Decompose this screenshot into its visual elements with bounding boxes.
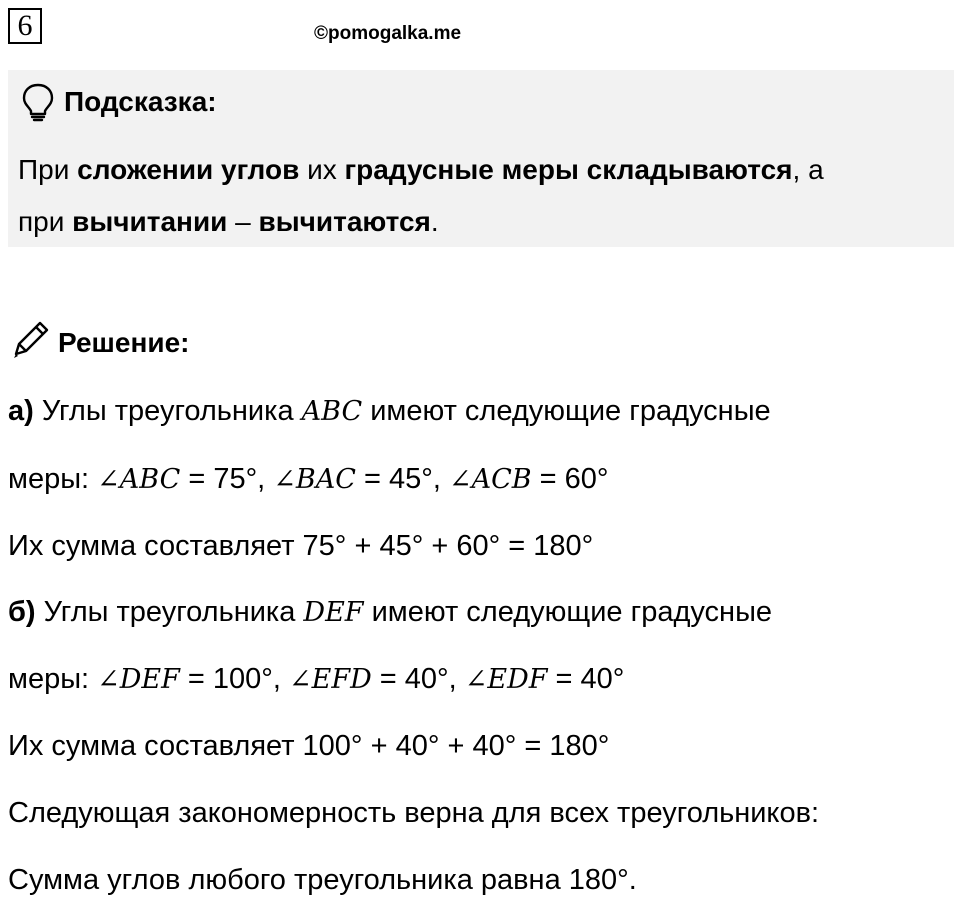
solution-title: Решение:	[58, 327, 190, 358]
lightbulb-icon	[20, 82, 56, 122]
part-b-sum: Их сумма составляет 100° + 40° + 40° = 180°	[8, 730, 610, 762]
part-a-line-2: меры: ∠ABC = 75°, ∠BAC = 45°, ∠ACB = 60°	[8, 463, 609, 495]
hint-line-2: при вычитании – вычитаются.	[18, 206, 439, 237]
hint-text	[18, 144, 948, 248]
part-b-line-2: меры: ∠DEF = 100°, ∠EFD = 40°, ∠EDF = 40°	[8, 663, 625, 695]
part-b-line-1: б) Углы треугольника DEF имеют следующие градусные	[8, 596, 773, 628]
part-a-line-1: а) Углы треугольника ABC имеют следующие градусные	[8, 395, 771, 427]
conclusion-line-2: Сумма углов любого треугольника равна 180°.	[8, 864, 637, 896]
hint-title: Подсказка:	[64, 86, 217, 117]
part-a-sum: Их сумма составляет 75° + 45° + 60° = 180°	[8, 530, 594, 562]
hint-line-1: При сложении углов их градусные меры складываются, а	[18, 154, 824, 185]
watermark: ©pomogalka.me	[314, 23, 462, 44]
task-number: 6	[8, 8, 42, 44]
conclusion-line-1: Следующая закономерность верна для всех треугольников:	[8, 797, 820, 829]
pencil-icon	[8, 318, 52, 362]
hint-box	[8, 70, 954, 247]
